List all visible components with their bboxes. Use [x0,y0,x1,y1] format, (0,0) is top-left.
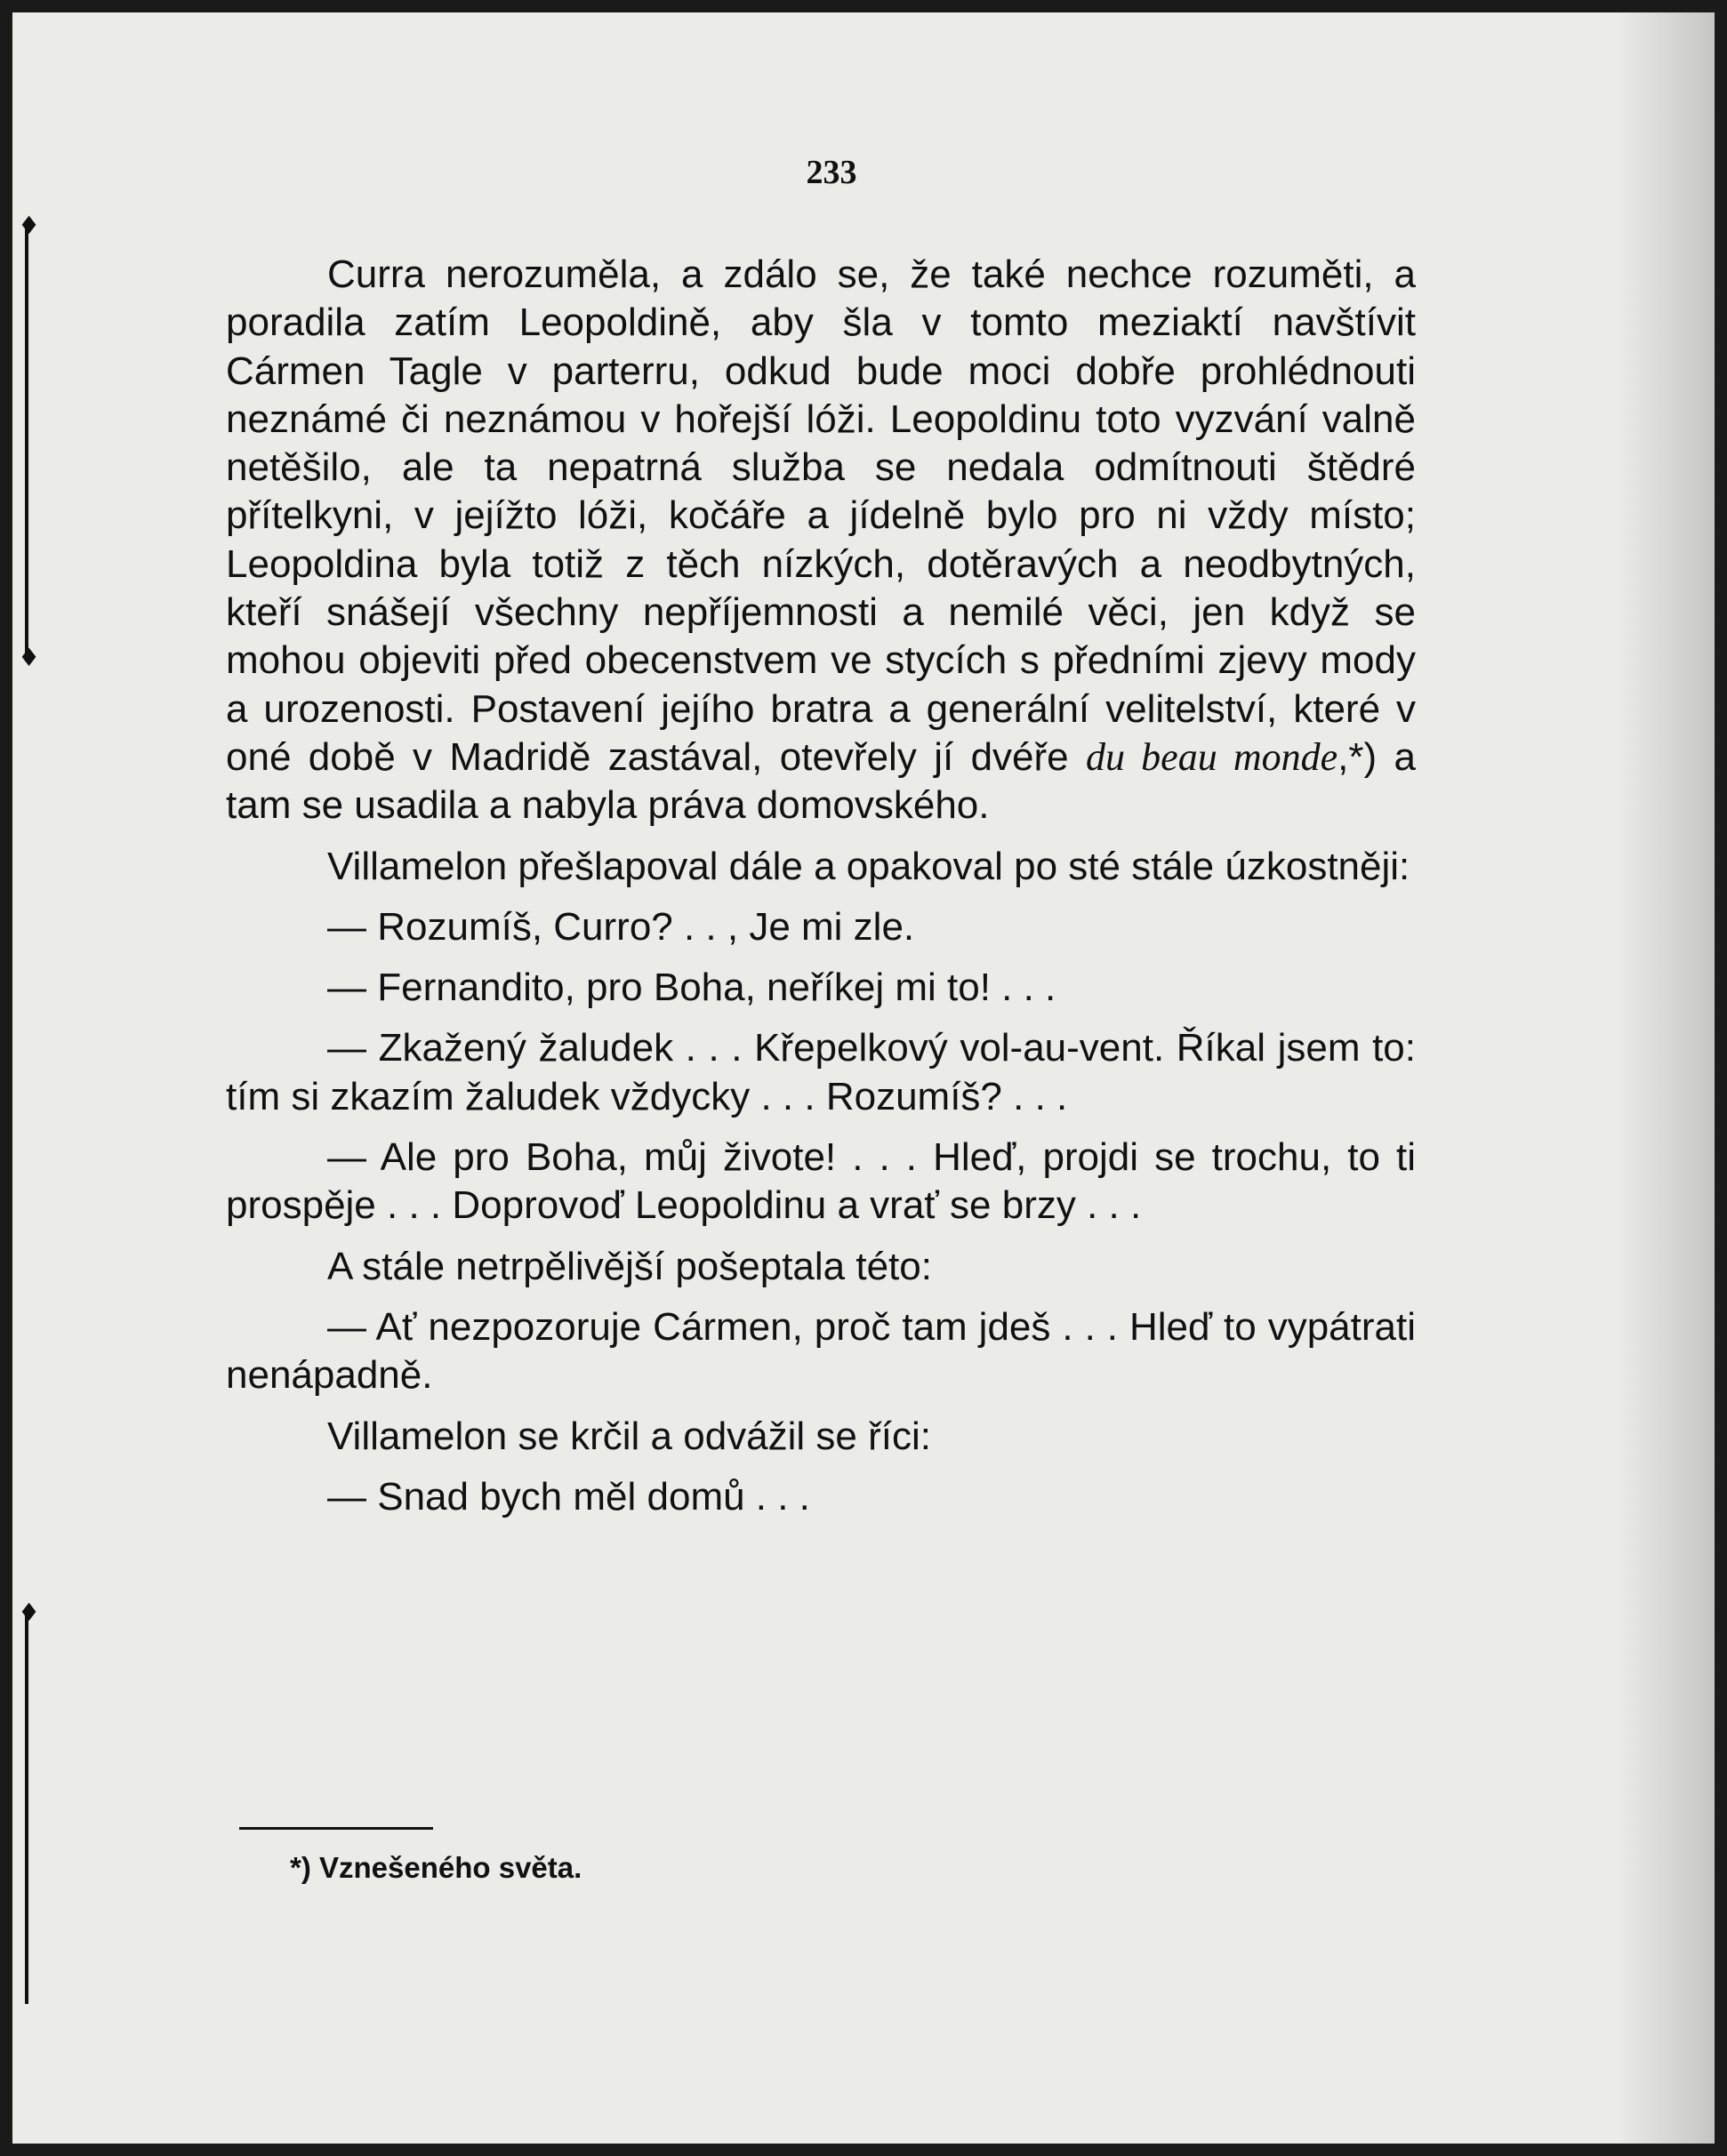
paragraph: A stále netrpělivější pošeptala této: [327,1244,932,1288]
book-page [12,12,1715,2144]
dialogue-line: — Zkažený žaludek . . . Křepelkový vol-au-vent. Říkal jsem to: tím si zkazím žaludek vždycky . . . Rozumíš? . . . [226,1026,1416,1118]
dialogue-line: — Snad bych měl domů . . . [327,1474,810,1519]
paragraph: Curra nerozuměla, a zdálo se, že také nechce rozuměti, a poradila zatím Leopoldině, aby šla v tomto meziaktí navštívit Cármen Tagle v parterru, odkud bude moci dobře prohlédnouti neznámé či neznámou v hořejší lóži. Leopoldinu toto vyzvání valně netěšilo, ale ta nepatrná služba se nedala odmítnouti štědré přítelkyni, v jejížto lóži, kočáře a jídelně bylo pro ni vždy místo; Leopoldina byla totiž z těch nízkých, dotěravých a neodbytných, kteří snášejí všechny nepříjemnosti a nemilé věci, jen když se mohou objeviti před obecenstvem ve stycích s předními zjevy mody a urozenosti. Postavení jejího bratra a generální velitelství, které v oné době v Madridě zastával, otevřely jí dvéře du beau monde,*) a tam se usadila a nabyla práva domovského. [226,252,1416,828]
dialogue-line: — Fernandito, pro Boha, neříkej mi to! . . . [327,966,1056,1010]
footnote: *) Vznešeného světa. [290,1851,582,1884]
margin-mark-icon: ♦ [18,643,41,672]
margin-rule-top [25,226,28,661]
body-text [226,251,1416,1534]
paragraph: Villamelon přešlapoval dále a opakoval po sté stále úzkostněji: [327,844,1410,888]
dialogue-line: — Ale pro Boha, můj živote! . . . Hleď, projdi se trochu, to ti prospěje . . . Doprovoď Leopoldinu a vrať se brzy . . . [226,1135,1416,1228]
margin-mark-icon: ♦ [18,211,41,240]
italic-phrase: du beau monde [1086,734,1338,779]
paragraph: Villamelon se krčil a odvážil se říci: [327,1414,931,1458]
margin-mark-icon: ♦ [18,1598,41,1627]
dialogue-line: — Rozumíš, Curro? . . , Je mi zle. [327,904,915,949]
dialogue-line: — Ať nezpozoruje Cármen, proč tam jdeš . . . Hleď to vypátrati nenápadně. [226,1304,1416,1398]
page-number: 233 [806,154,857,191]
margin-rule-bottom [25,1613,28,2004]
footnote-divider [239,1827,433,1830]
